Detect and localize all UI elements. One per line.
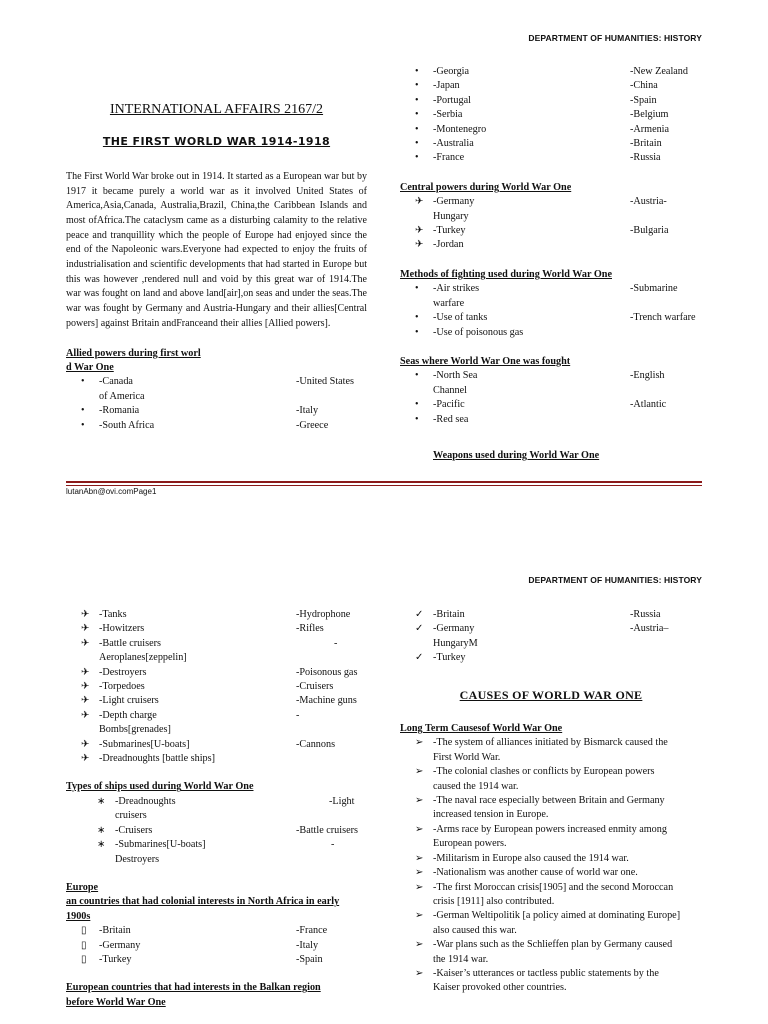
department-header: DEPARTMENT OF HUMANITIES: HISTORY — [528, 575, 702, 585]
list-item: • -Red sea — [400, 413, 702, 427]
asterisk-icon: ∗ — [97, 824, 106, 836]
list-item: • -Portugal -Spain — [400, 94, 702, 108]
list-item: • -Use of tanks -Trench warfare — [400, 311, 702, 325]
bullet-icon: • — [415, 80, 419, 92]
bullet-icon: • — [415, 370, 419, 382]
fighting-methods-heading: Methods of fighting used during World War One — [400, 268, 612, 280]
list-item: • -Serbia -Belgium — [400, 108, 702, 122]
right-column — [400, 65, 702, 463]
asterisk-icon: ∗ — [97, 839, 106, 851]
bullet-icon: • — [81, 419, 85, 431]
list-item: ✓ -Britain -Russia — [400, 608, 702, 622]
footer-rule — [66, 485, 702, 486]
bullet-icon: • — [415, 413, 419, 425]
document-page-1 — [0, 0, 768, 500]
list-item: ✈ -Light cruisers -Machine guns — [66, 694, 367, 708]
arrow-icon: ➢ — [415, 939, 424, 951]
checkmark-icon: ✓ — [415, 652, 424, 664]
list-item: ✓ -Turkey — [400, 651, 702, 665]
airplane-icon: ✈ — [415, 239, 424, 251]
airplane-icon: ✈ — [81, 738, 90, 750]
bullet-icon: • — [81, 405, 85, 417]
list-item: ∗ -Submarines[U-boats] - Destroyers — [97, 839, 335, 865]
right-column — [400, 608, 702, 996]
ship-types-heading: Types of ships used during World War One — [66, 781, 254, 793]
list-item: ➢ -The colonial clashes or conflicts by European powers caused the 1914 war. — [415, 766, 655, 792]
intro-paragraph: The First World War broke out in 1914. It started as a European war but by 1917 it became purely a world war as it involved United States of America,Asia,Canada, Australia,Brazil, China,the Caribbean Islands and most ofAfrica.The cataclysm came as a disturbing calamity to the relative peace and tranquillity which the people of Europe had enjoyed since the end of the Napoleonic wars.Everyone had expected to enjoy the fruits of industrialisation and scientific developments that had started in Europe but this was however ,rendered null and void by this great war of 1914.The war was fought on land and above land[air],on seas and under the seas.The war was fought by Germany and Austria-Hungary and their allies[Central powers] against Britain andFranceand their allies [Allied powers]. — [66, 170, 367, 329]
bullet-icon: • — [415, 138, 419, 150]
list-item: • -Japan -China — [400, 79, 702, 93]
list-item: ➢ -The naval race especially between Britain and Germany increased tension in Europe. — [415, 795, 665, 821]
footer-rule — [66, 481, 702, 483]
list-item: • -Australia -Britain — [400, 137, 702, 151]
list-item: ✈ -Depth charge - Bombs[grenades] — [81, 709, 300, 736]
list-item: ✈ -Destroyers -Poisonous gas — [66, 666, 367, 680]
airplane-icon: ✈ — [415, 225, 424, 237]
list-item: ➢ -The system of alliances initiated by Bismarck caused the First World War. — [415, 737, 668, 763]
arrow-icon: ➢ — [415, 881, 424, 893]
list-item: ✈ -Jordan — [400, 238, 702, 252]
list-item: ➢ -Arms race by European powers increased enmity among European powers. — [415, 823, 667, 850]
asterisk-icon: ∗ — [97, 795, 106, 807]
document-subtitle: THE FIRST WORLD WAR 1914-1918 — [102, 135, 331, 149]
bullet-icon: • — [415, 66, 419, 77]
ship-types-list — [66, 795, 367, 867]
list-item: ➢ -The first Moroccan crisis[1905] and the second Moroccan crisis [1911] also contributed. — [415, 881, 674, 907]
seas-heading: Seas where World War One was fought — [400, 355, 571, 367]
airplane-icon: ✈ — [81, 623, 90, 635]
list-item: ✓ -Germany -Austria– HungaryM — [415, 623, 669, 649]
airplane-icon: ✈ — [81, 753, 90, 765]
arrow-icon: ➢ — [415, 795, 424, 807]
checkmark-icon: ✓ — [415, 609, 424, 620]
allied-powers-list — [66, 375, 367, 433]
list-item: ✈ -Germany -Austria- Hungary — [415, 196, 667, 222]
arrow-icon: ➢ — [415, 910, 424, 922]
document-page-2 — [0, 540, 768, 1024]
weapons-heading: Weapons used during World War One — [433, 449, 600, 461]
arrow-icon: ➢ — [415, 852, 424, 864]
list-item: ✈ -Submarines[U-boats] -Cannons — [66, 738, 367, 752]
arrow-icon: ➢ — [415, 967, 424, 979]
list-item: ∗ -Cruisers -Battle cruisers — [66, 824, 367, 838]
bullet-icon: • — [415, 326, 419, 338]
bullet-icon: • — [415, 109, 419, 121]
seas-list — [400, 369, 702, 427]
bullet-icon: • — [415, 123, 419, 135]
list-item: • -Georgia -New Zealand — [400, 65, 702, 79]
arrow-icon: ➢ — [415, 867, 424, 879]
box-icon: ▯ — [81, 939, 87, 951]
bullet-icon: • — [415, 399, 419, 411]
colonial-interests-list — [66, 924, 367, 967]
bullet-icon: • — [415, 283, 419, 295]
list-item: ➢ -War plans such as the Schlieffen plan by Germany caused the 1914 war. — [415, 939, 673, 965]
list-item: • -North Sea -English Channel — [415, 370, 665, 396]
arrow-icon: ➢ — [415, 766, 424, 778]
arrow-icon: ➢ — [415, 737, 424, 749]
list-item: • -Pacific -Atlantic — [400, 398, 702, 412]
balkan-interests-list — [400, 608, 702, 666]
list-item: ✈ -Battle cruisers - Aeroplanes[zeppelin] — [81, 637, 338, 664]
bullet-icon: • — [81, 376, 85, 388]
checkmark-icon: ✓ — [415, 623, 424, 635]
airplane-icon: ✈ — [81, 681, 90, 693]
list-item: ➢ -Kaiser’s utterances or tactless public statements by the Kaiser provoked other countries. — [415, 967, 659, 994]
airplane-icon: ✈ — [415, 196, 424, 208]
airplane-icon: ✈ — [81, 695, 90, 707]
balkan-interests-heading: European countries that had interests in the Balkan region before World War One — [66, 982, 321, 1008]
fighting-methods-list — [400, 282, 702, 340]
weapons-list — [66, 608, 367, 766]
list-item: ✈ -Dreadnoughts [battle ships] — [66, 752, 367, 766]
list-item: ✈ -Torpedoes -Cruisers — [66, 680, 367, 694]
airplane-icon: ✈ — [81, 709, 90, 721]
document-title: INTERNATIONAL AFFAIRS 2167/2 — [109, 102, 324, 117]
bullet-icon: • — [415, 312, 419, 324]
bullet-icon: • — [415, 152, 419, 164]
list-item: ➢ -Nationalism was another cause of world war one. — [400, 866, 702, 880]
list-item: ✈ -Howitzers -Rifles — [66, 622, 367, 636]
list-item: • -Montenegro -Armenia — [400, 123, 702, 137]
list-item: • -Use of poisonous gas — [400, 326, 702, 340]
central-powers-list — [400, 195, 702, 253]
list-item: • -France -Russia — [400, 151, 702, 165]
allied-powers-heading: Allied powers during first worl d War One — [66, 347, 201, 373]
airplane-icon: ✈ — [81, 609, 90, 620]
left-column — [66, 608, 367, 1010]
airplane-icon: ✈ — [81, 637, 90, 649]
box-icon: ▯ — [81, 925, 87, 937]
list-item: • -Romania -Italy — [66, 404, 367, 418]
list-item: ▯ -Turkey -Spain — [66, 953, 367, 967]
bullet-icon: • — [415, 94, 419, 106]
list-item: ▯ -Britain -France — [66, 924, 367, 938]
airplane-icon: ✈ — [81, 666, 90, 678]
department-header: DEPARTMENT OF HUMANITIES: HISTORY — [528, 33, 702, 43]
causes-title: CAUSES OF WORLD WAR ONE — [459, 687, 643, 702]
allied-powers-list-continued — [400, 65, 702, 166]
central-powers-heading: Central powers during World War One — [400, 181, 572, 193]
list-item: ✈ -Turkey -Bulgaria — [400, 224, 702, 238]
list-item: ▯ -Germany -Italy — [66, 939, 367, 953]
long-term-causes-heading: Long Term Causesof World War One — [400, 723, 563, 735]
causes-list — [400, 736, 702, 995]
list-item: ➢ -Militarism in Europe also caused the 1914 war. — [400, 852, 702, 866]
list-item: ➢ -German Weltipolitik [a policy aimed at dominating Europe] also caused this war. — [415, 910, 681, 936]
colonial-interests-heading: Europe an countries that had colonial interests in North Africa in early 1900s — [66, 881, 340, 922]
list-item: ✈ -Tanks -Hydrophone — [66, 608, 367, 622]
list-item: • -Canada -United States of America — [81, 376, 355, 402]
arrow-icon: ➢ — [415, 823, 424, 835]
list-item: • -Air strikes -Submarine warfare — [415, 283, 678, 309]
list-item: ∗ -Dreadnoughts -Light cruisers — [97, 795, 355, 822]
box-icon: ▯ — [81, 953, 87, 965]
page-footer: lutanAbn@ovi.comPage1 — [66, 487, 157, 496]
list-item: • -South Africa -Greece — [66, 419, 367, 433]
left-column — [66, 103, 367, 433]
